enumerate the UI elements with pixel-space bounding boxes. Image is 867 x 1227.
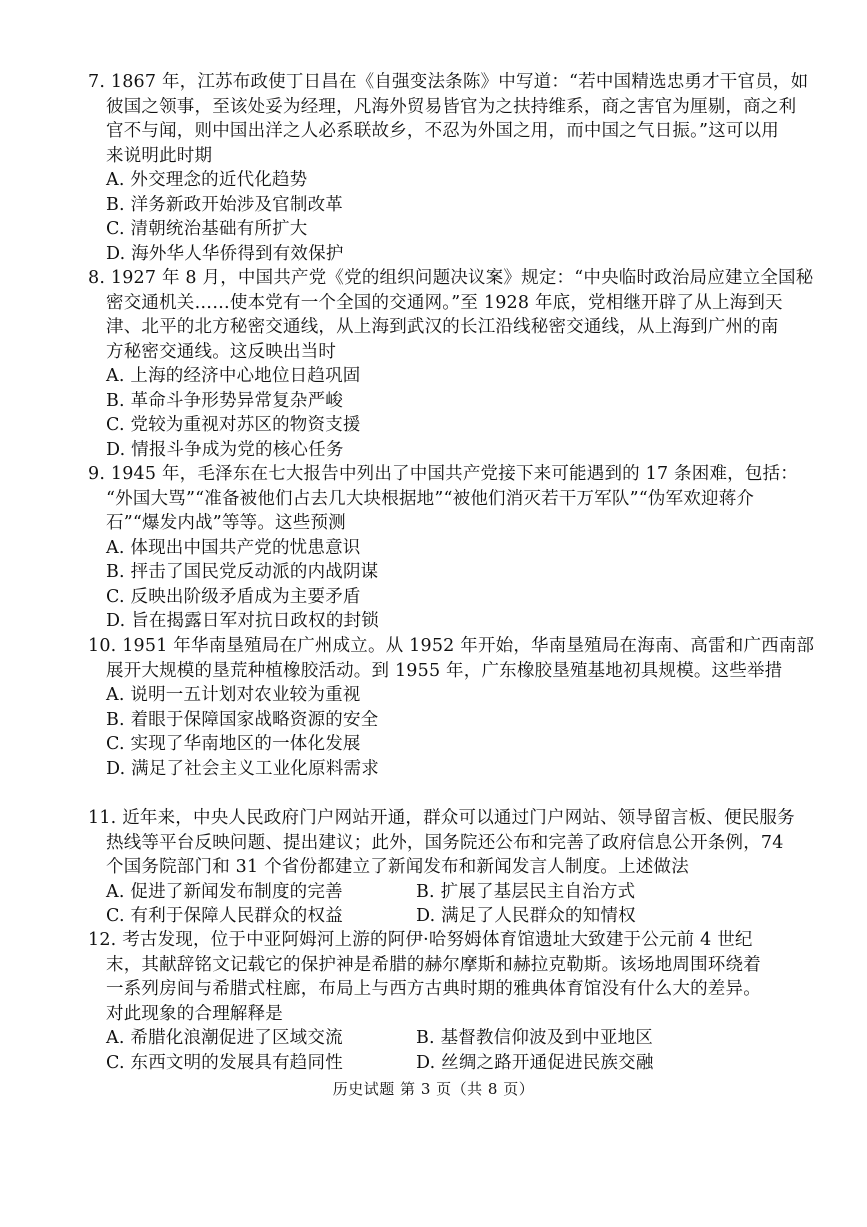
question-text-line: 11. 近年来，中央人民政府门户网站开通，群众可以通过门户网站、领导留言板、便民服务 (88, 808, 795, 828)
option-c[interactable]: C. 党较为重视对苏区的物资支援 (106, 415, 361, 435)
question-text-line: 方秘密交通线。这反映出当时 (106, 341, 337, 362)
option-a[interactable]: A. 希腊化浪潮促进了区域交流 (106, 1028, 343, 1048)
option-row (88, 1026, 828, 1051)
option-b[interactable]: B. 扩展了基层民主自治方式 (416, 881, 636, 902)
option-c[interactable]: C. 反映出阶级矛盾成为主要矛盾 (106, 586, 361, 607)
option-a[interactable]: A. 说明一五计划对农业较为重视 (106, 685, 361, 705)
page-footer: 历史试题 第 3 页（共 8 页） (332, 1080, 535, 1098)
option-row (88, 904, 828, 929)
question-text-line: 10. 1951 年华南垦殖局在广州成立。从 1952 年开始，华南垦殖局在海南、高雷和广西南部 (88, 636, 815, 656)
option-row (88, 1051, 828, 1076)
option-b[interactable]: B. 抨击了国民党反动派的内战阴谋 (106, 562, 379, 582)
option-d[interactable]: D. 旨在揭露日军对抗日政权的封锁 (106, 611, 379, 631)
question-text-line: 石”“爆发内战”等等。这些预测 (106, 513, 346, 533)
question-text-line: 来说明此时期 (106, 145, 213, 166)
option-a[interactable]: A. 体现出中国共产党的忧患意识 (106, 537, 361, 558)
question-9 (88, 462, 828, 634)
option-c[interactable]: C. 有利于保障人民群众的权益 (106, 906, 343, 926)
question-11 (88, 806, 828, 929)
question-text-line: 展开大规模的垦荒种植橡胶活动。到 1955 年，广东橡胶垦殖基地初具规模。这些举措 (106, 660, 783, 681)
question-text-line: 热线等平台反映问题、提出建议；此外，国务院还公布和完善了政府信息公开条例，74 (106, 832, 784, 853)
option-c[interactable]: C. 清朝统治基础有所扩大 (106, 219, 308, 239)
question-text-line: 官不与闻，则中国出洋之人必系联故乡，不忍为外国之用，而中国之气日振。”这可以用 (106, 121, 779, 141)
question-text-line: 津、北平的北方秘密交通线，从上海到武汉的长江沿线秘密交通线，从上海到广州的南 (106, 317, 779, 337)
option-row (88, 880, 828, 905)
option-d[interactable]: D. 满足了社会主义工业化原料需求 (106, 758, 379, 779)
question-text-line: 12. 考古发现，位于中亚阿姆河上游的阿伊·哈努姆体育馆遗址大致建于公元前 4 世纪 (88, 930, 753, 950)
option-a[interactable]: A. 外交理念的近代化趋势 (106, 170, 308, 190)
option-b[interactable]: B. 洋务新政开始涉及官制改革 (106, 194, 343, 215)
question-10 (88, 634, 828, 781)
question-text-line: 密交通机关……使本党有一个全国的交通网。”至 1928 年底，党相继开辟了从上海到天 (106, 292, 783, 313)
question-12 (88, 928, 828, 1075)
question-text-line: 彼国之领事，至该处妥为经理，凡海外贸易皆官为之扶持维系，商之害官为厘剔，商之利 (106, 96, 797, 117)
option-d[interactable]: D. 丝绸之路开通促进民族交融 (416, 1052, 654, 1073)
option-b[interactable]: B. 革命斗争形势异常复杂严峻 (106, 390, 343, 411)
option-c[interactable]: C. 东西文明的发展具有趋同性 (106, 1052, 343, 1073)
question-8 (88, 266, 828, 462)
question-text-line: 个国务院部门和 31 个省份都建立了新闻发布和新闻发言人制度。上述做法 (106, 857, 689, 877)
option-c[interactable]: C. 实现了华南地区的一体化发展 (106, 734, 361, 754)
question-7 (88, 70, 828, 266)
question-text-line: 一系列房间与希腊式柱廊，布局上与西方古典时期的雅典体育馆没有什么大的差异。 (106, 979, 761, 999)
option-a[interactable]: A. 上海的经济中心地位日趋巩固 (106, 366, 361, 386)
question-text-line: 末，其献辞铭文记载它的保护神是希腊的赫尔摩斯和赫拉克勒斯。该场地周围环绕着 (106, 954, 761, 975)
option-a[interactable]: A. 促进了新闻发布制度的完善 (106, 881, 343, 902)
question-text-line: 对此现象的合理解释是 (106, 1003, 283, 1024)
option-d[interactable]: D. 情报斗争成为党的核心任务 (106, 439, 344, 460)
option-d[interactable]: D. 海外华人华侨得到有效保护 (106, 243, 344, 264)
question-text-line: 9. 1945 年，毛泽东在七大报告中列出了中国共产党接下来可能遇到的 17 条困难，包括： (88, 464, 798, 484)
question-text-line: “外国大骂”“准备被他们占去几大块根据地”“被他们消灭若干万军队”“伪军欢迎蒋介 (106, 488, 755, 509)
question-text-line: 8. 1927 年 8 月，中国共产党《党的组织问题决议案》规定：“中央临时政治局应建立全国秘 (88, 268, 814, 288)
option-d[interactable]: D. 满足了人民群众的知情权 (416, 906, 636, 926)
option-b[interactable]: B. 基督教信仰波及到中亚地区 (416, 1028, 653, 1048)
question-text-line: 7. 1867 年，江苏布政使丁日昌在《自强变法条陈》中写道：“若中国精选忠勇才干官员，如 (88, 72, 809, 92)
option-b[interactable]: B. 着眼于保障国家战略资源的安全 (106, 709, 379, 730)
